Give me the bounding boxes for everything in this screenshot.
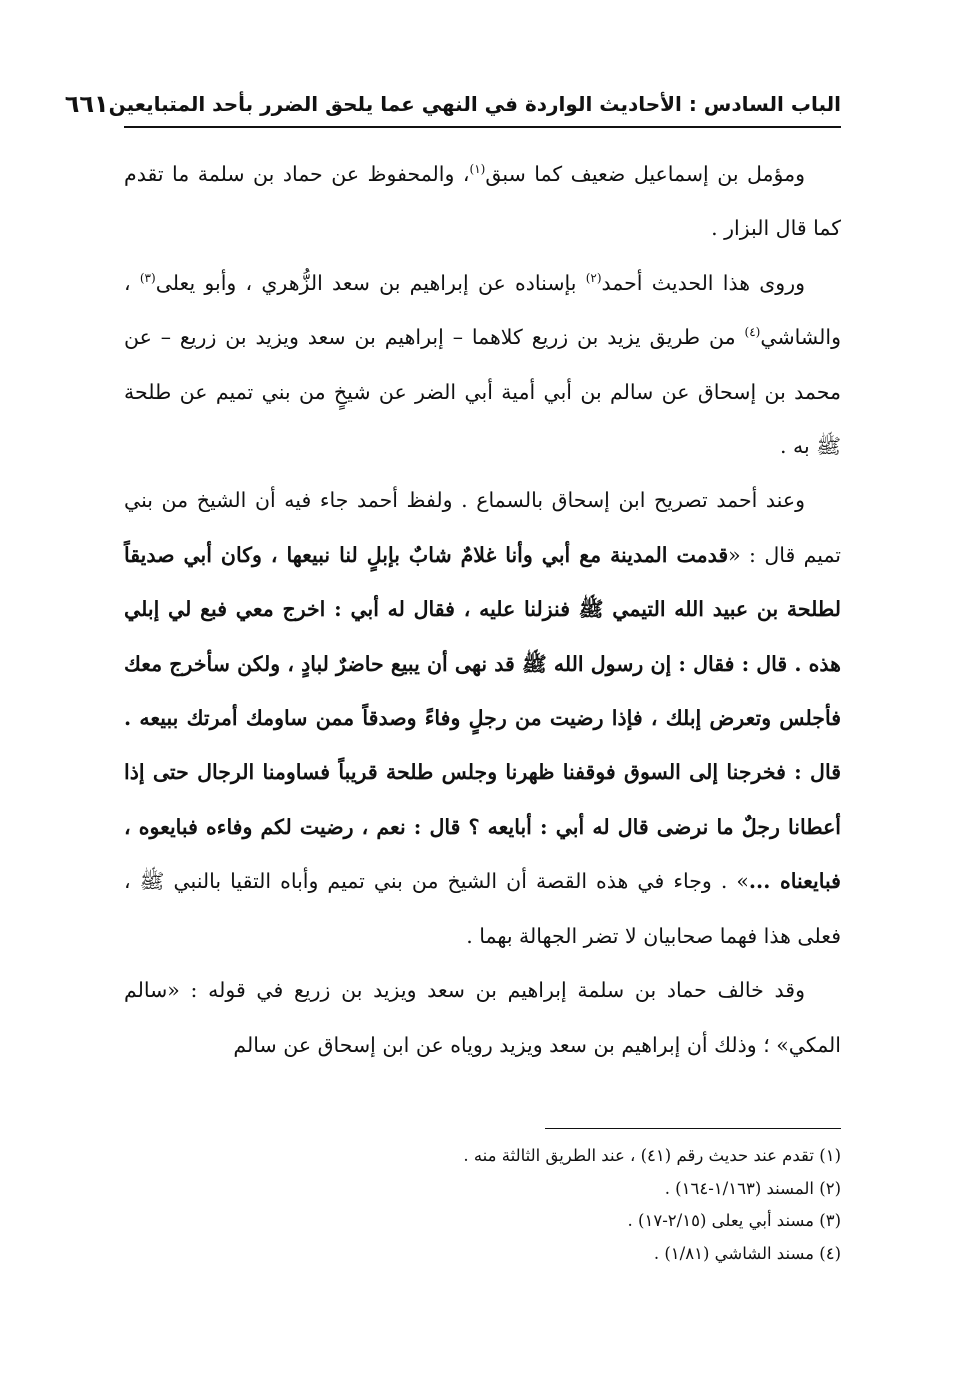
footnote-rule [545,1128,841,1129]
footnote-ref-4: (٤) [744,325,761,340]
footnotes [124,1140,841,1270]
running-header [64,86,841,122]
footnote-ref-2: (٢) [585,270,602,285]
footnote-1: (١) تقدم عند حديث رقم (٤١) ، عند الطريق الثالثة منه . [463,1146,841,1165]
paragraph-1: ومؤمل بن إسماعيل ضعيف كما سبق$^{(١)}$، والمحفوظ عن حماد بن سلمة ما تقدم كما قال البزار . [124,162,841,241]
footnote-2: (٢) المسند (١/١٦٣-١٦٤) . [664,1178,841,1198]
footnote-ref-3: (٣) [139,270,156,285]
chapter-title: الباب السادس : الأحاديث الواردة في النهي عما يلحق الضرر بأحد المتبايعين [108,92,841,116]
page-number: ٦٦١ [64,90,109,118]
header-rule [124,126,841,128]
paragraph-3: وعند أحمد تصريح ابن إسحاق بالسماع . ولفظ أحمد جاء فيه أن الشيخ من بني تميم قال : «قدمت المدينة مع أبي وأنا غلامٌ شابٌ بإبلٍ لنا نبيعها ، وكان أبي صديقاً لطلحة بن عبيد الله التيمي ﷺ فنزلنا عليه ، فقال له أبي : اخرج معي فبع لي إبلي هذه . قال : فقال : إن رسول الله ﷺ قد نهى أن يبيع حاضرٌ لبادٍ ، ولكن سأخرج معك فأجلس وتعرض إبلك ، فإذا رضيت من رجلٍ وفاءً وصدقاً ممن ساومك أمرتك ببيعه . قال : فخرجنا إلى السوق فوقفنا ظهرنا وجلس طلحة قريباً فساومنا الرجال حتى إذا أعطانا رجلٌ ما نرضى قال له أبي : أبايعه ؟ قال : نعم ، رضيت لكم وفاءه فبايعوه ، فبايعناه ...» . وجاء في هذه القصة أن الشيخ من بني تميم وأباه التقيا بالنبي ﷺ ، فعلى هذا فهما صحابيان لا تضر الجهالة بهما . [124,488,841,948]
paragraph-4: وقد خالف حماد بن سلمة إبراهيم بن سعد ويزيد بن زريع في قوله : «سالم المكي» ؛ وذلك أن إبراهيم بن سعد ويزيد روياه عن ابن إسحاق عن سالم [124,978,841,1057]
paragraph-2: وروى هذا الحديث أحمد$^{(٢)}$ بإسناده عن إبراهيم بن سعد الزُّهري ، وأبو يعلى$^{(٣)}$ ، والشاشي$^{(٤)}$ من طريق يزيد بن زريع كلاهما – إبراهيم بن سعد ويزيد بن زريع – عن محمد بن إسحاق عن سالم بن أبي أمية أبي الضر عن شيخٍ من بني تميم عن طلحة ﷺ به . [124,270,841,459]
body-text [124,147,841,1072]
footnote-3: (٣) مسند أبي يعلى (٢/١٥-١٧) . [627,1211,841,1230]
footnote-4: (٤) مسند الشاشي (١/٨١) . [653,1243,841,1263]
hadith-quote: قدمت المدينة مع أبي وأنا غلامٌ شابٌ بإبلٍ لنا نبيعها ، وكان أبي صديقاً لطلحة بن عبيد الله التيمي ﷺ فنزلنا عليه ، فقال له أبي : اخرج معي فبع لي إبلي هذه . قال : فقال : إن رسول الله ﷺ قد نهى أن يبيع حاضرٌ لبادٍ ، ولكن سأخرج معك فأجلس وتعرض إبلك ، فإذا رضيت من رجلٍ وفاءً وصدقاً ممن ساومك أمرتك ببيعه . قال : فخرجنا إلى السوق فوقفنا ظهرنا وجلس طلحة قريباً فساومنا الرجال حتى إذا أعطانا رجلٌ ما نرضى قال له أبي : أبايعه ؟ قال : نعم ، رضيت لكم وفاءه فبايعوه ، فبايعناه ... [124,542,841,894]
footnote-ref-1: (١) [469,162,486,177]
